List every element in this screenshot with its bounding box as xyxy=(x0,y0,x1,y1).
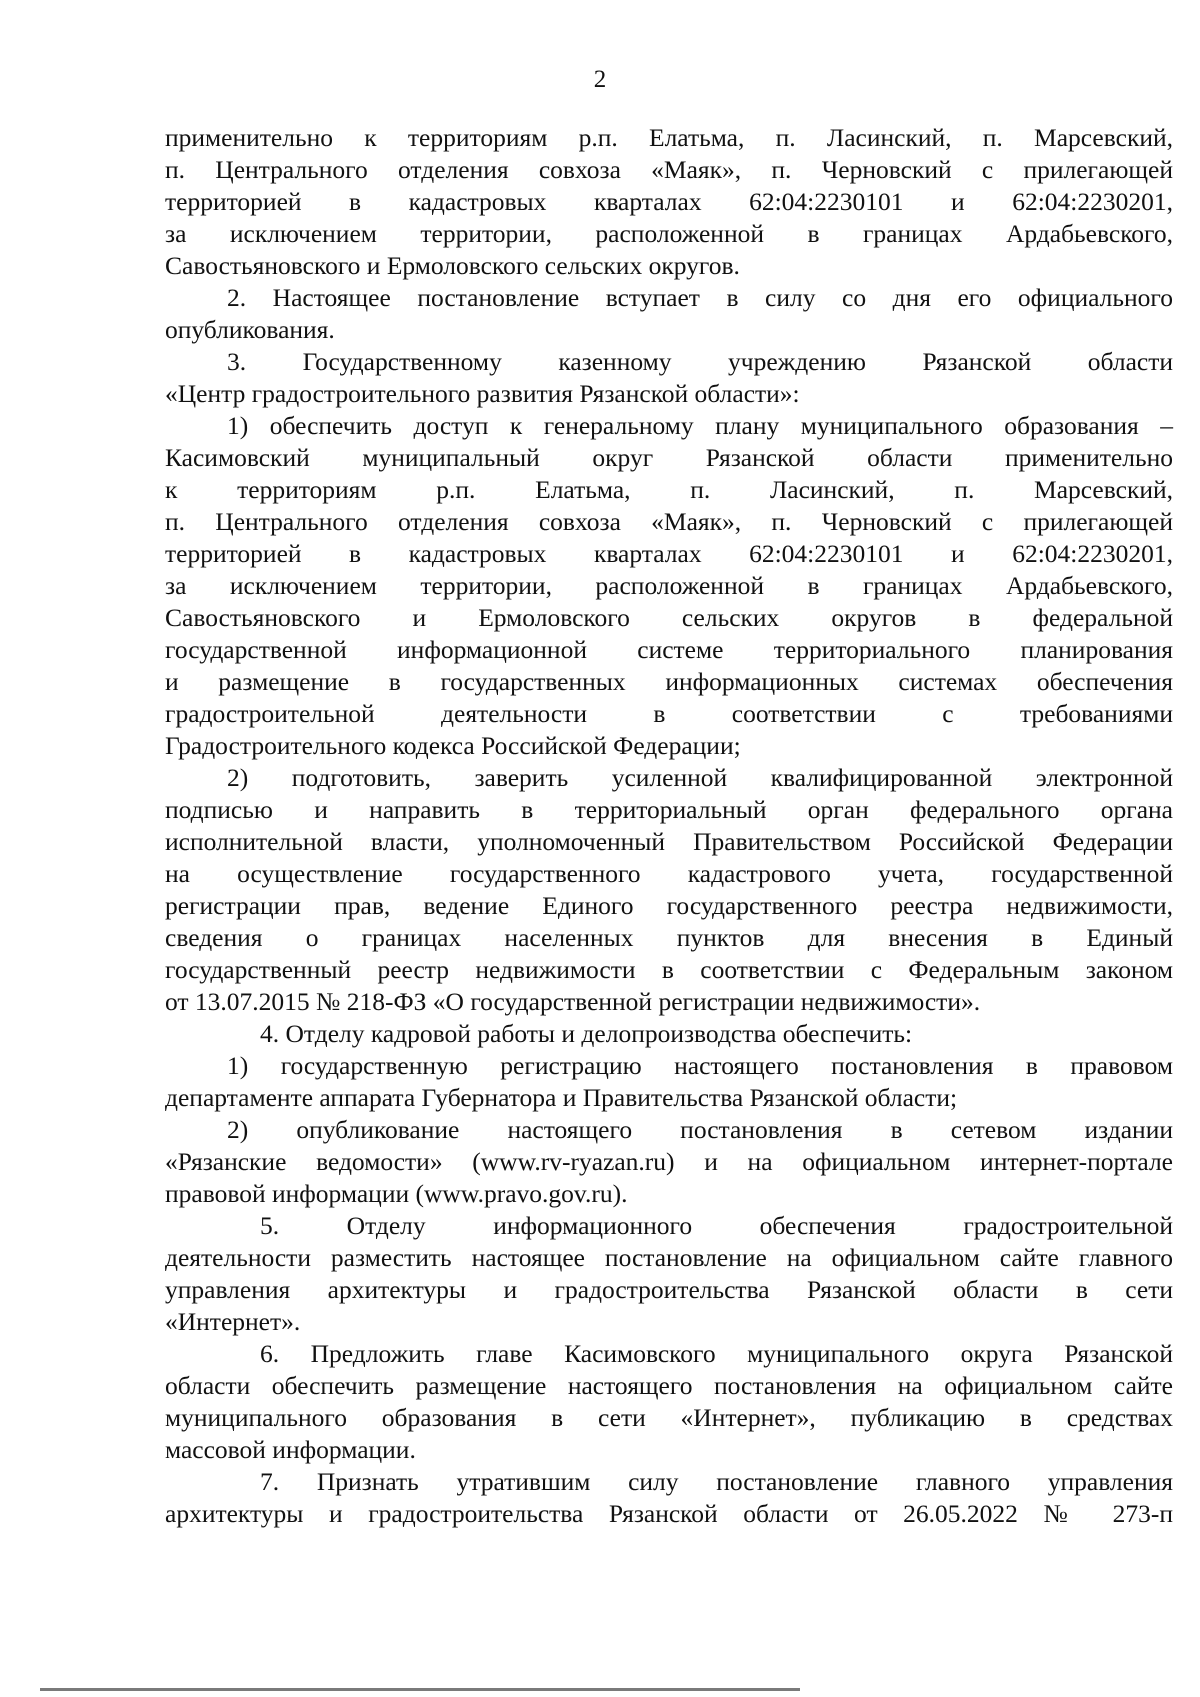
text-line: деятельности разместить настоящее постановление на официальном сайте главного xyxy=(165,1243,1173,1272)
text-line: управления архитектуры и градостроительства Рязанской области в сети xyxy=(165,1275,1173,1304)
text-line: «Центр градостроительного развития Рязанской области»: xyxy=(165,379,800,408)
text-line: п. Центрального отделения совхоза «Маяк», п. Черновский с прилегающей xyxy=(165,155,1173,184)
paragraph-4-line: 4. Отделу кадровой работы и делопроизводства обеспечить: xyxy=(260,1019,913,1048)
text-line: Касимовский муниципальный округ Рязанской области применительно xyxy=(165,443,1173,472)
text-line: к территориям р.п. Елатьма, п. Ласинский, п. Марсевский, xyxy=(165,475,1173,504)
text-line: государственной информационной системе территориального планирования xyxy=(165,635,1173,664)
text-line: департаменте аппарата Губернатора и Правительства Рязанской области; xyxy=(165,1083,958,1112)
text-line: территорией в кадастровых кварталах 62:04:2230101 и 62:04:2230201, xyxy=(165,539,1173,568)
text-line: области обеспечить размещение настоящего постановления на официальном сайте xyxy=(165,1371,1173,1400)
text-line: за исключением территории, расположенной в границах Ардабьевского, xyxy=(165,219,1173,248)
text-line: территорией в кадастровых кварталах 62:04:2230101 и 62:04:2230201, xyxy=(165,187,1173,216)
text-line: государственный реестр недвижимости в соответствии с Федеральным законом xyxy=(165,955,1173,984)
text-line: регистрации прав, ведение Единого государственного реестра недвижимости, xyxy=(165,891,1173,920)
scan-edge-line xyxy=(40,1688,800,1691)
text-line: применительно к территориям р.п. Елатьма, п. Ласинский, п. Марсевский, xyxy=(165,123,1173,152)
paragraph-7-line: 7. Признать утратившим силу постановление главного управления xyxy=(260,1467,1173,1496)
paragraph-3-line: 3. Государственному казенному учреждению Рязанской области xyxy=(227,347,1173,376)
text-line: сведения о границах населенных пунктов для внесения в Единый xyxy=(165,923,1173,952)
text-line: муниципального образования в сети «Интернет», публикацию в средствах xyxy=(165,1403,1173,1432)
text-line: «Интернет». xyxy=(165,1307,301,1336)
text-line: архитектуры и градостроительства Рязанской области от 26.05.2022 № 273-п xyxy=(165,1499,1173,1528)
text-line: Савостьяновского и Ермоловского сельских округов в федеральной xyxy=(165,603,1173,632)
text-line: правовой информации (www.pravo.gov.ru). xyxy=(165,1179,628,1208)
page-number: 2 xyxy=(593,66,607,93)
document-body xyxy=(165,122,1173,1530)
text-line: опубликования. xyxy=(165,315,335,344)
text-line: Градостроительного кодекса Российской Федерации; xyxy=(165,731,741,760)
subitem-4-1-line: 1) государственную регистрацию настоящего постановления в правовом xyxy=(227,1051,1173,1080)
subitem-3-2-line: 2) подготовить, заверить усиленной квалифицированной электронной xyxy=(227,763,1173,792)
text-line: и размещение в государственных информационных системах обеспечения xyxy=(165,667,1173,696)
text-line: от 13.07.2015 № 218-ФЗ «О государственной регистрации недвижимости». xyxy=(165,987,981,1016)
text-line: подписью и направить в территориальный орган федерального органа xyxy=(165,795,1173,824)
paragraph-6-line: 6. Предложить главе Касимовского муниципального округа Рязанской xyxy=(260,1339,1173,1368)
paragraph-2-line: 2. Настоящее постановление вступает в силу со дня его официального xyxy=(227,283,1173,312)
text-line: исполнительной власти, уполномоченный Правительством Российской Федерации xyxy=(165,827,1173,856)
paragraph-5-line: 5. Отделу информационного обеспечения градостроительной xyxy=(260,1211,1173,1240)
text-line: массовой информации. xyxy=(165,1435,416,1464)
subitem-3-1-line: 1) обеспечить доступ к генеральному плану муниципального образования – xyxy=(227,411,1173,440)
subitem-4-2-line: 2) опубликование настоящего постановления в сетевом издании xyxy=(227,1115,1173,1144)
text-line: «Рязанские ведомости» (www.rv-ryazan.ru) и на официальном интернет-портале xyxy=(165,1147,1173,1176)
text-line: за исключением территории, расположенной в границах Ардабьевского, xyxy=(165,571,1173,600)
text-line: на осуществление государственного кадастрового учета, государственной xyxy=(165,859,1173,888)
text-line: п. Центрального отделения совхоза «Маяк», п. Черновский с прилегающей xyxy=(165,507,1173,536)
text-line: градостроительной деятельности в соответствии с требованиями xyxy=(165,699,1173,728)
text-line: Савостьяновского и Ермоловского сельских округов. xyxy=(165,251,740,280)
